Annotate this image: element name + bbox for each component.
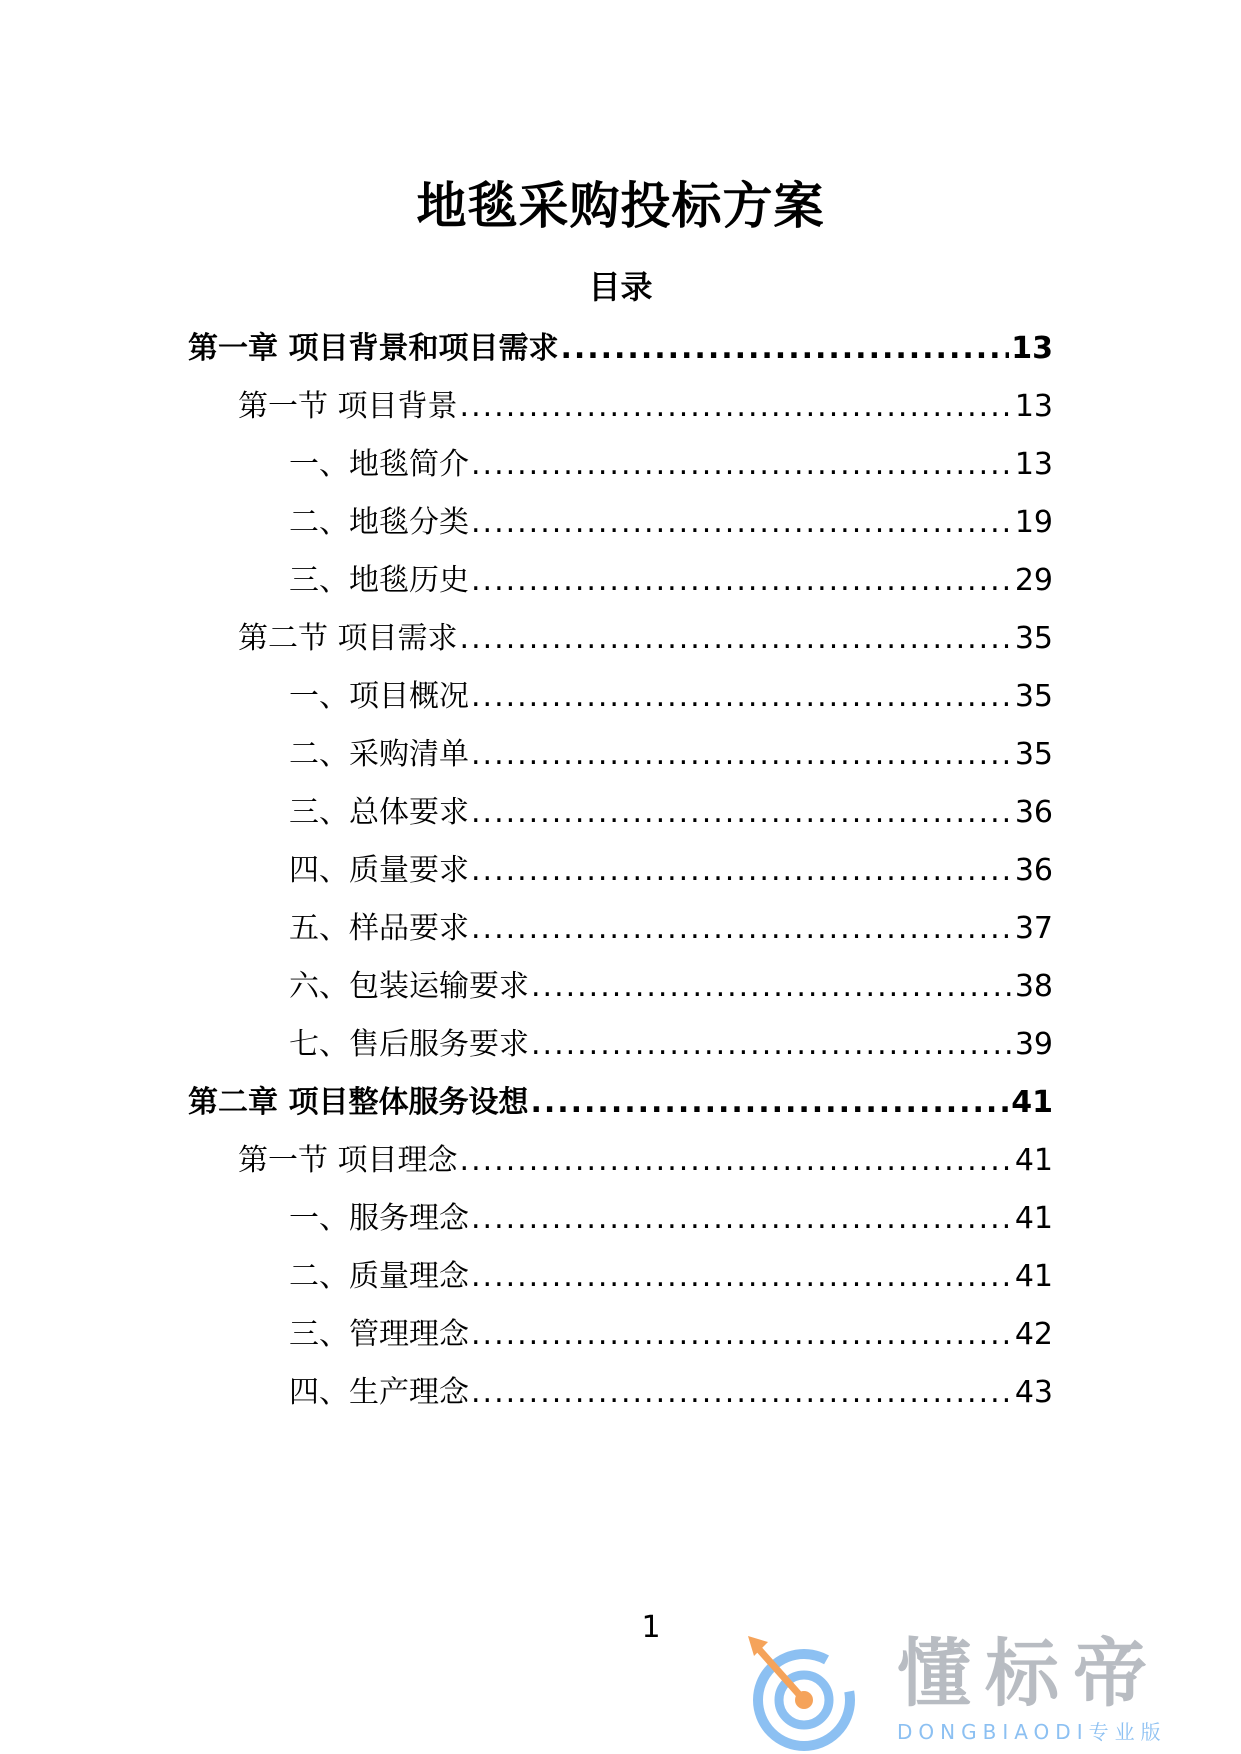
toc-entry-page: 29 <box>1014 563 1053 598</box>
toc-leader-dots <box>471 792 1013 834</box>
toc-entry-label: 三、总体要求 <box>289 795 469 830</box>
toc-leader-dots <box>460 618 1013 660</box>
toc-entry-page: 19 <box>1014 505 1053 540</box>
toc-entry-label: 一、地毯简介 <box>289 447 469 482</box>
toc-entry-page: 39 <box>1014 1027 1053 1062</box>
toc-entry-item[interactable] <box>289 502 1053 544</box>
toc-entry-label: 一、项目概况 <box>289 679 469 714</box>
toc-entry-item[interactable] <box>289 1024 1053 1066</box>
toc-entry-label: 二、质量理念 <box>289 1259 469 1294</box>
toc-entry-item[interactable] <box>289 734 1053 776</box>
toc-entry-page: 13 <box>1014 447 1053 482</box>
toc-entry-item[interactable] <box>289 1256 1053 1298</box>
toc-entry-page: 37 <box>1014 911 1053 946</box>
toc-entry-label: 第二节 项目需求 <box>238 621 458 656</box>
toc-leader-dots <box>471 560 1013 602</box>
toc-entry-page: 13 <box>1014 389 1053 424</box>
toc-leader-dots <box>560 328 1009 370</box>
toc-entry-label: 一、服务理念 <box>289 1201 469 1236</box>
toc-entry-item[interactable] <box>289 676 1053 718</box>
toc-entry-page: 35 <box>1014 679 1053 714</box>
toc-entry-label: 二、地毯分类 <box>289 505 469 540</box>
toc-entry-item[interactable] <box>289 850 1053 892</box>
toc-entry-page: 36 <box>1014 795 1053 830</box>
watermark-subtitle: DONGBIAODI专业版 <box>897 1720 1167 1744</box>
toc-leader-dots <box>471 444 1013 486</box>
toc-entry-label: 第一节 项目背景 <box>238 389 458 424</box>
toc-leader-dots <box>471 1198 1013 1240</box>
toc-entry-label: 三、管理理念 <box>289 1317 469 1352</box>
target-arrow-icon <box>742 1628 872 1753</box>
toc-entry-label: 二、采购清单 <box>289 737 469 772</box>
toc-leader-dots <box>471 1314 1013 1356</box>
toc-leader-dots <box>471 908 1013 950</box>
toc-entry-chapter-2[interactable] <box>188 1082 1053 1124</box>
toc-leader-dots <box>471 850 1013 892</box>
toc-entry-section[interactable] <box>238 1140 1053 1182</box>
watermark-brand: 懂标帝 <box>897 1631 1161 1717</box>
toc-heading: 目录 <box>588 268 653 306</box>
toc-entry-label: 六、包装运输要求 <box>289 969 529 1004</box>
watermark <box>742 1628 1222 1748</box>
toc-leader-dots <box>471 1372 1013 1414</box>
toc-entry-page: 35 <box>1014 621 1053 656</box>
toc-entry-item[interactable] <box>289 908 1053 950</box>
toc-entry-item[interactable] <box>289 444 1053 486</box>
toc-leader-dots <box>471 734 1013 776</box>
toc-entry-label: 七、售后服务要求 <box>289 1027 529 1062</box>
toc-entry-item[interactable] <box>289 1198 1053 1240</box>
toc-entry-page: 41 <box>1011 1085 1053 1120</box>
toc-entry-label: 四、生产理念 <box>289 1375 469 1410</box>
toc-entry-chapter-1[interactable] <box>188 328 1053 370</box>
toc-entry-item[interactable] <box>289 1372 1053 1414</box>
toc-entry-label: 第一章 项目背景和项目需求 <box>188 331 559 366</box>
toc-entry-section[interactable] <box>238 618 1053 660</box>
toc-leader-dots <box>531 1024 1013 1066</box>
toc-entry-page: 43 <box>1014 1375 1053 1410</box>
toc-leader-dots <box>531 966 1013 1008</box>
toc-entry-item[interactable] <box>289 560 1053 602</box>
toc-leader-dots <box>471 676 1013 718</box>
toc-entry-label: 四、质量要求 <box>289 853 469 888</box>
toc-entry-item[interactable] <box>289 792 1053 834</box>
toc-entry-page: 41 <box>1014 1143 1053 1178</box>
toc-leader-dots <box>471 1256 1013 1298</box>
toc-entry-item[interactable] <box>289 966 1053 1008</box>
toc-entry-page: 36 <box>1014 853 1053 888</box>
toc-entry-label: 第二章 项目整体服务设想 <box>188 1085 529 1120</box>
toc-leader-dots <box>460 1140 1013 1182</box>
toc-entry-page: 13 <box>1011 331 1053 366</box>
toc-entry-page: 41 <box>1014 1259 1053 1294</box>
toc-entry-section[interactable] <box>238 386 1053 428</box>
document-title: 地毯采购投标方案 <box>416 177 825 235</box>
toc-entry-label: 第一节 项目理念 <box>238 1143 458 1178</box>
toc-leader-dots <box>471 502 1013 544</box>
toc-entry-label: 三、地毯历史 <box>289 563 469 598</box>
toc-leader-dots <box>530 1082 1009 1124</box>
toc-leader-dots <box>460 386 1013 428</box>
toc-entry-page: 35 <box>1014 737 1053 772</box>
toc-entry-page: 38 <box>1014 969 1053 1004</box>
toc-entry-item[interactable] <box>289 1314 1053 1356</box>
page-number: 1 <box>641 1610 661 1645</box>
toc-entry-label: 五、样品要求 <box>289 911 469 946</box>
toc-entry-page: 42 <box>1014 1317 1053 1352</box>
toc-entry-page: 41 <box>1014 1201 1053 1236</box>
